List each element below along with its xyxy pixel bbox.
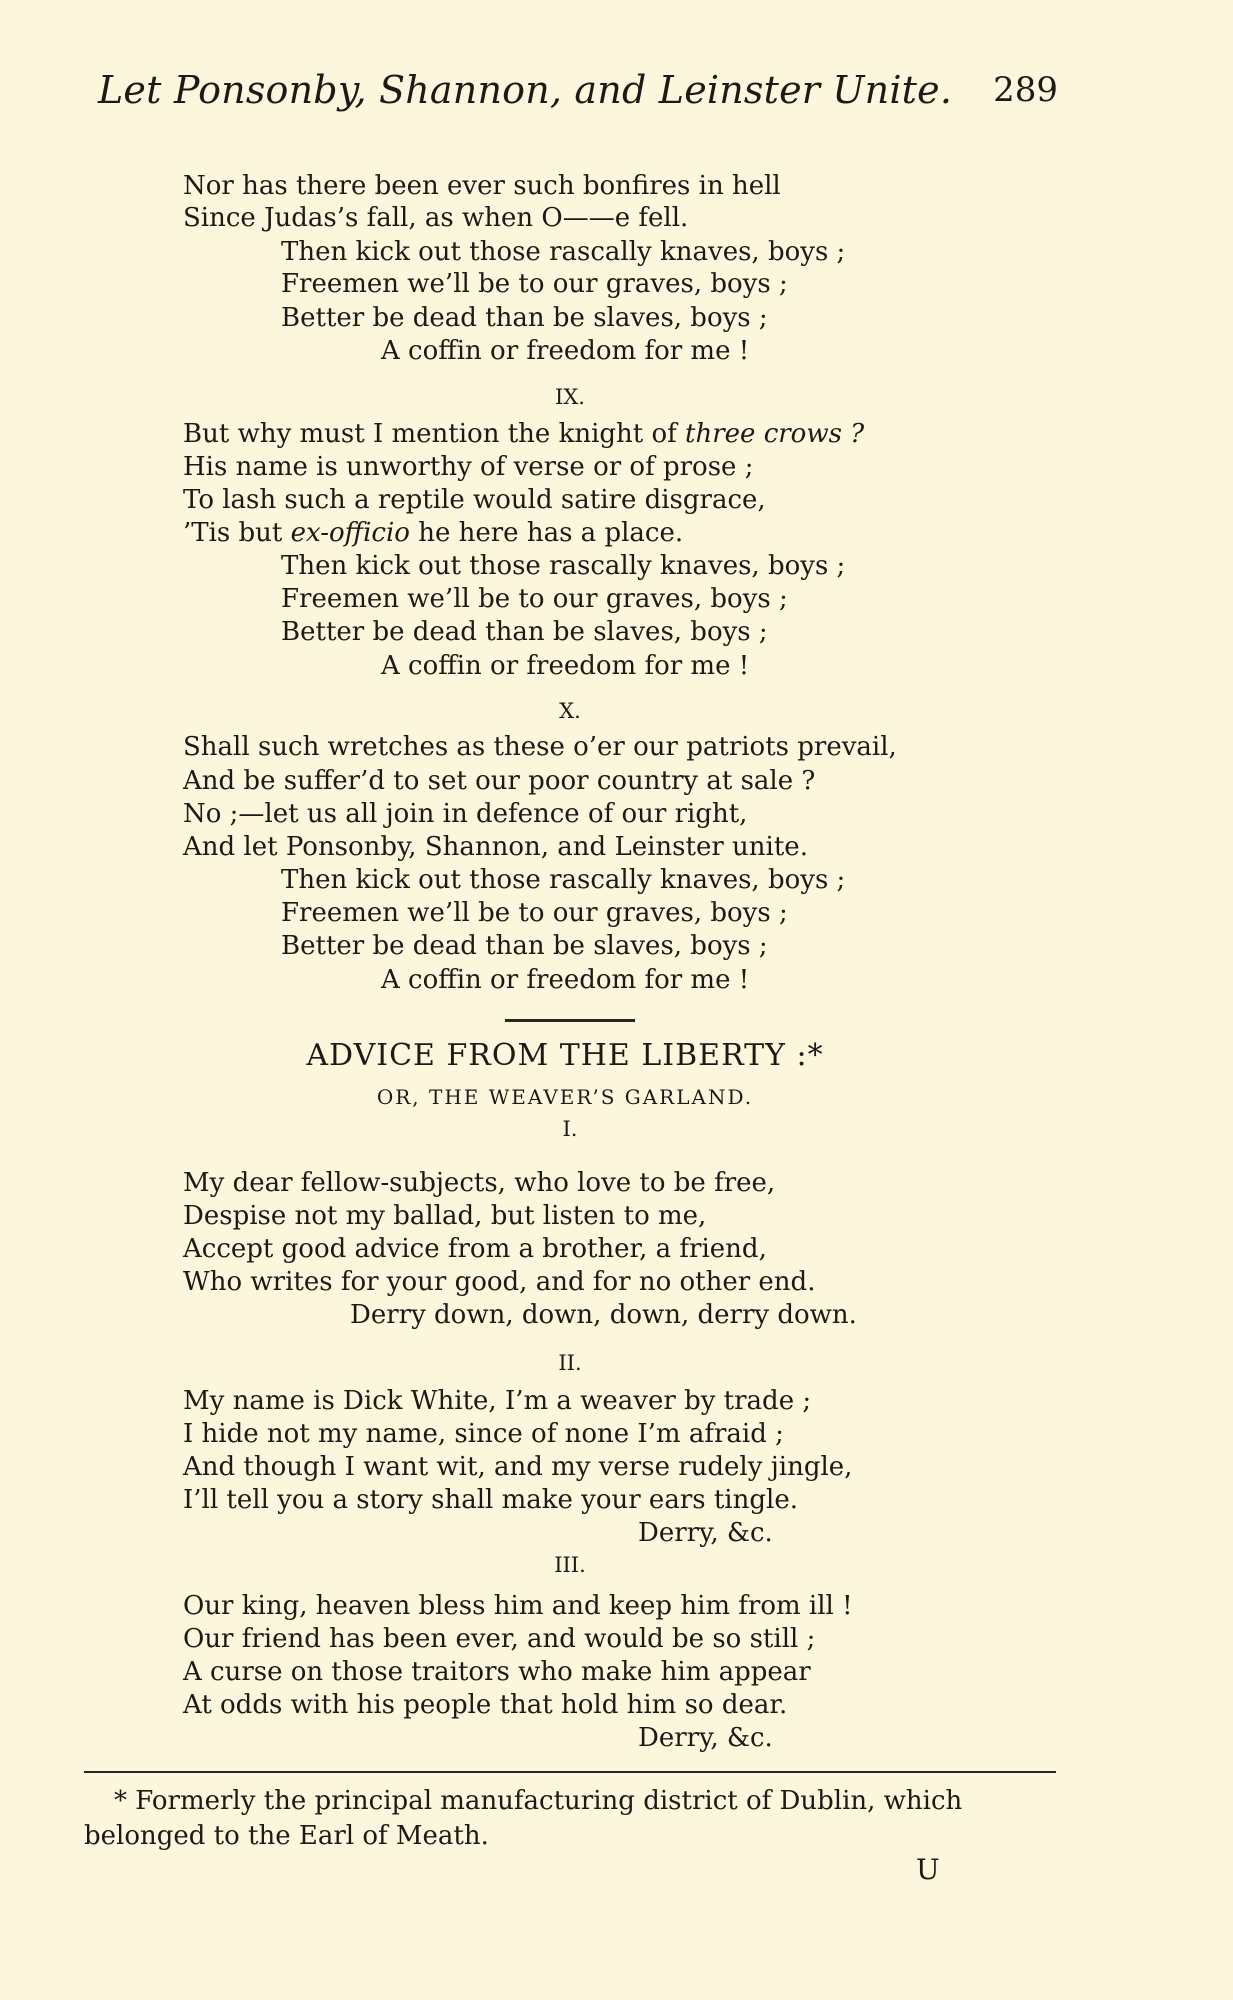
verse-line: Shall such wretches as these o’er our patriots prevail, — [183, 732, 897, 762]
section-divider — [505, 1019, 635, 1022]
refrain-line: Better be dead than be slaves, boys ; — [281, 617, 768, 647]
footnote-line: * Formerly the principal manufacturing district of Dublin, which — [114, 1786, 963, 1816]
refrain-line: Better be dead than be slaves, boys ; — [281, 303, 768, 333]
section-subtitle: OR, THE WEAVER’S GARLAND. — [376, 1085, 754, 1109]
refrain-line: A coffin or freedom for me ! — [381, 965, 750, 995]
italic-text: ex-officio — [290, 518, 410, 548]
verse-line — [183, 418, 864, 450]
refrain-line: Freemen we’ll be to our graves, boys ; — [281, 584, 788, 614]
italic-text: three crows ? — [685, 419, 865, 449]
stanza-number: IX. — [555, 385, 585, 409]
refrain-line: Derry, &c. — [638, 1518, 773, 1548]
verse-line: My dear fellow-subjects, who love to be free, — [183, 1168, 776, 1198]
verse-text: he here has a place. — [409, 518, 684, 548]
stanza-number: III. — [554, 1553, 586, 1577]
footnote-line: belonged to the Earl of Meath. — [84, 1821, 489, 1851]
verse-line: And be suffer’d to set our poor country at sale ? — [183, 766, 816, 796]
stanza-number: X. — [559, 699, 581, 723]
signature-mark: U — [916, 1853, 940, 1886]
verse-line: His name is unworthy of verse or of prose ; — [183, 452, 754, 482]
verse-line: My name is Dick White, I’m a weaver by trade ; — [183, 1386, 812, 1416]
refrain-line: Derry, &c. — [638, 1723, 773, 1753]
verse-text: But why must I mention the knight of — [183, 419, 686, 449]
verse-line: Our friend has been ever, and would be so still ; — [183, 1624, 816, 1654]
verse-line: Since Judas’s fall, as when O——e fell. — [183, 203, 689, 233]
refrain-line: Then kick out those rascally knaves, boys ; — [281, 865, 846, 895]
verse-text: ’Tis but — [183, 518, 291, 548]
verse-line: Who writes for your good, and for no other end. — [183, 1267, 816, 1297]
refrain-line: A coffin or freedom for me ! — [381, 336, 750, 366]
section-title: ADVICE FROM THE LIBERTY :* — [306, 1038, 824, 1073]
verse-line: And though I want wit, and my verse rudely jingle, — [183, 1452, 853, 1482]
page-number: 289 — [993, 70, 1058, 110]
running-head — [98, 68, 1058, 128]
verse-line: I hide not my name, since of none I’m afraid ; — [183, 1419, 784, 1449]
verse-line: To lash such a reptile would satire disgrace, — [183, 485, 766, 515]
stanza-number: II. — [558, 1351, 582, 1375]
verse-line: I’ll tell you a story shall make your ears tingle. — [183, 1485, 798, 1515]
refrain-line: Better be dead than be slaves, boys ; — [281, 931, 768, 961]
verse-line: A curse on those traitors who make him appear — [183, 1657, 811, 1687]
refrain-line: Then kick out those rascally knaves, boys ; — [281, 237, 846, 267]
verse-line: Our king, heaven bless him and keep him from ill ! — [183, 1591, 853, 1621]
refrain-line: Derry down, down, down, derry down. — [350, 1300, 857, 1330]
verse-line: Nor has there been ever such bonfires in hell — [183, 171, 781, 201]
refrain-line: A coffin or freedom for me ! — [381, 651, 750, 681]
verse-line: No ;—let us all join in defence of our right, — [183, 799, 748, 829]
verse-line: And let Ponsonby, Shannon, and Leinster unite. — [183, 832, 808, 862]
running-title: Let Ponsonby, Shannon, and Leinster Unite. — [98, 68, 953, 112]
refrain-line: Freemen we’ll be to our graves, boys ; — [281, 898, 788, 928]
refrain-line: Freemen we’ll be to our graves, boys ; — [281, 269, 788, 299]
verse-line: Despise not my ballad, but listen to me, — [183, 1201, 707, 1231]
verse-line: Accept good advice from a brother, a friend, — [183, 1234, 767, 1264]
refrain-line: Then kick out those rascally knaves, boys ; — [281, 551, 846, 581]
footnote-rule — [84, 1771, 1056, 1773]
verse-line: At odds with his people that hold him so dear. — [183, 1690, 788, 1720]
stanza-number: I. — [562, 1117, 578, 1141]
verse-line — [183, 517, 683, 549]
